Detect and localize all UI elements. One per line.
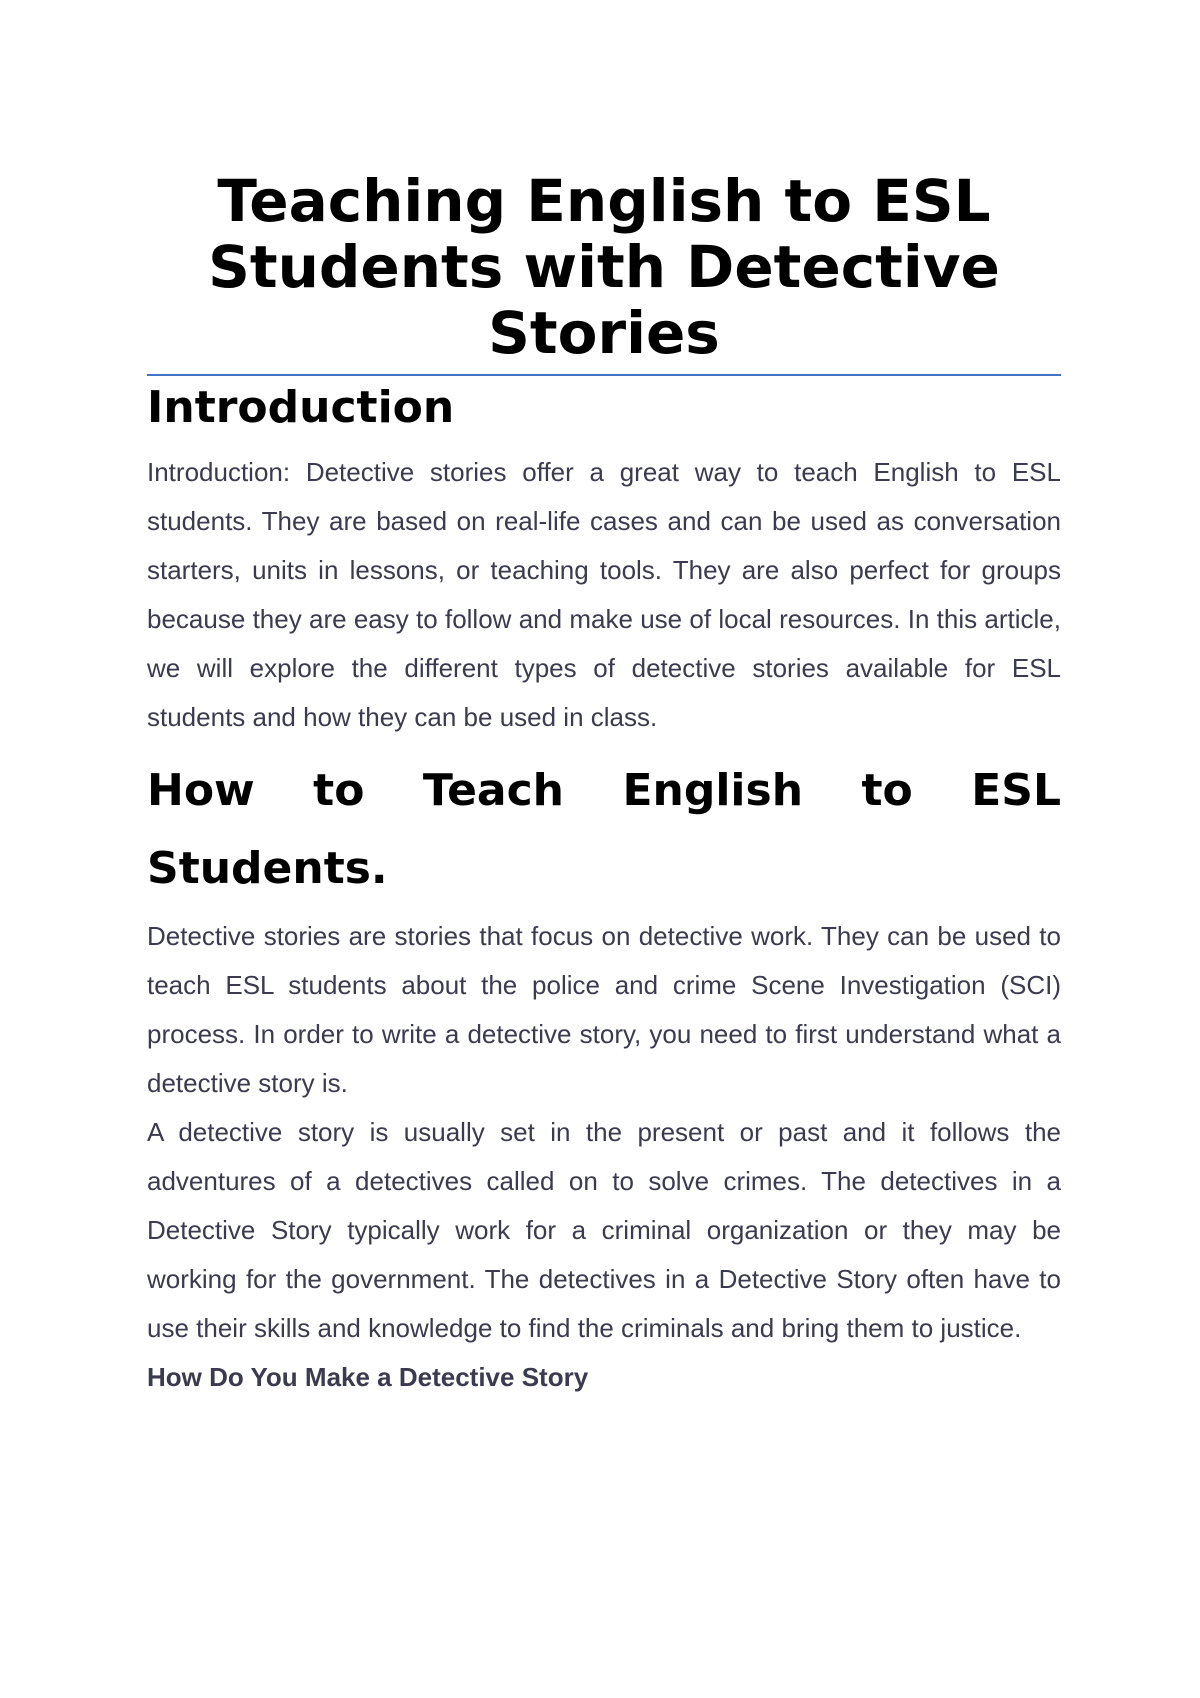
introduction-paragraph: Introduction: Detective stories offer a great way to teach English to ESL students. They are based on real-life cases and can be used as conversation starters, units in lessons, or teaching tools. They are also perfect for groups because they are easy to follow and make use of local resources. In this article, we will explore the different types of detective stories available for ESL students and how they can be used in class.: [147, 457, 1061, 732]
subheading-make-detective-story: How Do You Make a Detective Story: [147, 1362, 589, 1392]
section-heading-how-to-teach: How to Teach English to ESL Students.: [147, 765, 1061, 894]
document-title: Teaching English to ESL Students with Detective Stories: [147, 168, 1061, 376]
how-to-teach-paragraph-1: Detective stories are stories that focus on detective work. They can be used to teach ESL students about the police and crime Scene Investigation (SCI) process. In order to write a detective story, you need to first understand what a detective story is.: [147, 921, 1061, 1098]
how-to-teach-paragraph-2: A detective story is usually set in the present or past and it follows the adventures of a detectives called on to solve crimes. The detectives in a Detective Story typically work for a criminal organization or they may be working for the government. The detectives in a Detective Story often have to use their skills and knowledge to find the criminals and bring them to justice.: [147, 1117, 1061, 1343]
document-page: [147, 168, 1061, 1402]
section-heading-introduction: Introduction: [147, 382, 455, 433]
